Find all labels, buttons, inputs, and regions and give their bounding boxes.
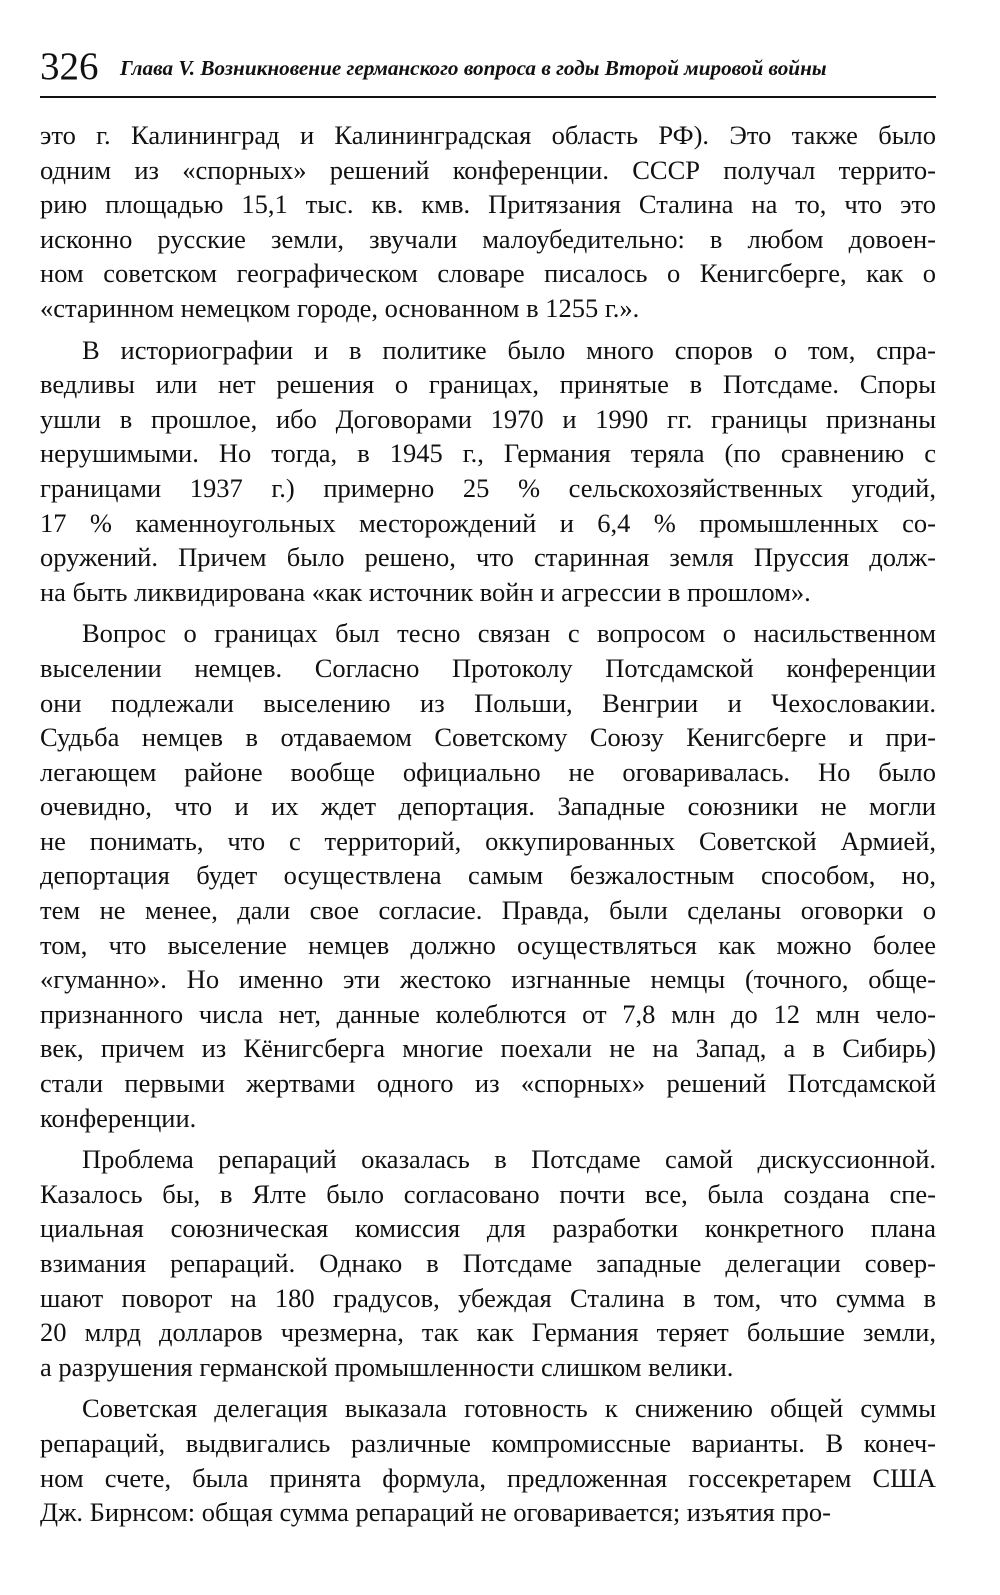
text-line: одним из «спорных» решений конференции. СССР получал террито- [40, 154, 936, 185]
text-line: «гуманно». Но именно эти жестоко изгнанные немцы (точного, обще- [40, 964, 936, 995]
text-line: легающем районе вообще официально не оговаривалась. Но было [40, 756, 936, 787]
body-text [40, 118, 936, 1530]
text-line: признанного числа нет, данные колеблются от 7,8 млн до 12 млн чело- [40, 998, 936, 1029]
text-line: Судьба немцев в отдаваемом Советскому Союзу Кенигсберге и при- [40, 722, 936, 753]
text-line: границами 1937 г.) примерно 25 % сельскохозяйственных угодий, [40, 472, 936, 503]
page-number: 326 [40, 45, 99, 88]
paragraph [40, 616, 936, 1135]
text-line: 20 млрд долларов чрезмерна, так как Германия теряет большие земли, [40, 1317, 936, 1348]
paragraph [40, 333, 936, 610]
text-line: В историографии и в политике было много споров о том, спра- [82, 334, 936, 365]
text-line: ном советском географическом словаре писалось о Кенигсберге, как о [40, 258, 936, 289]
text-line: это г. Калининград и Калининградская область РФ). Это также было [40, 120, 936, 150]
paragraph [40, 1391, 936, 1529]
text-line: очевидно, что и их ждет депортация. Западные союзники не могли [40, 791, 936, 822]
text-line: стали первыми жертвами одного из «спорных» решений Потсдамской [40, 1068, 936, 1099]
running-head [40, 42, 936, 92]
paragraph [40, 118, 936, 326]
text-line: тем не менее, дали свое согласие. Правда, были сделаны оговорки о [40, 895, 936, 926]
text-line: рию площадью 15,1 тыс. кв. кмв. Притязания Сталина на то, что это [40, 189, 936, 220]
text-line: конференции. [40, 1102, 197, 1133]
text-line: ном счете, была принята формула, предложенная госсекретарем США [40, 1462, 936, 1493]
header-rule [40, 96, 936, 98]
text-line: репараций, выдвигались различные компромиссные варианты. В конеч- [40, 1427, 936, 1458]
text-line: Дж. Бирнсом: общая сумма репараций не оговаривается; изъятия про- [40, 1497, 831, 1528]
text-line: Казалось бы, в Ялте было согласовано почти все, была создана спе- [40, 1178, 936, 1209]
text-line: ведливы или нет решения о границах, принятые в Потсдаме. Споры [40, 369, 936, 400]
text-line: выселении немцев. Согласно Протоколу Потсдамской конференции [40, 652, 936, 683]
text-line: шают поворот на 180 градусов, убеждая Сталина в том, что сумма в [40, 1282, 936, 1313]
paragraph [40, 1142, 936, 1384]
text-line: а разрушения германской промышленности слишком велики. [40, 1351, 734, 1382]
text-line: нерушимыми. Но тогда, в 1945 г., Германия теряла (по сравнению с [40, 438, 936, 469]
text-line: взимания репараций. Однако в Потсдаме западные делегации совер- [40, 1248, 936, 1278]
text-line: век, причем из Кёнигсберга многие поехали не на Запад, а в Сибирь) [40, 1033, 936, 1064]
text-line: они подлежали выселению из Польши, Венгрии и Чехословакии. [40, 687, 936, 718]
text-line: Вопрос о границах был тесно связан с вопросом о насильственном [82, 618, 936, 649]
text-line: депортация будет осуществлена самым безжалостным способом, но, [40, 860, 936, 891]
text-line: оружений. Причем было решено, что старинная земля Пруссия долж- [40, 542, 936, 573]
text-line: исконно русские земли, звучали малоубедительно: в любом довоен- [40, 223, 936, 254]
text-line: на быть ликвидирована «как источник войн и агрессии в прошлом». [40, 576, 811, 607]
chapter-title: Глава V. Возникновение германского вопроса в годы Второй мировой войны [120, 56, 827, 80]
text-line: том, что выселение немцев должно осуществляться как можно более [40, 929, 936, 960]
text-line: не понимать, что с территорий, оккупированных Советской Армией, [40, 825, 936, 856]
text-line: циальная союзническая комиссия для разработки конкретного плана [40, 1213, 936, 1244]
text-line: «старинном немецком городе, основанном в 1255 г.». [40, 292, 640, 323]
text-line: Советская делегация выказала готовность к снижению общей суммы [82, 1393, 936, 1424]
text-line: Проблема репараций оказалась в Потсдаме самой дискуссионной. [82, 1144, 936, 1175]
text-line: 17 % каменноугольных месторождений и 6,4 % промышленных со- [40, 507, 936, 538]
text-line: ушли в прошлое, ибо Договорами 1970 и 1990 гг. границы признаны [40, 403, 936, 434]
